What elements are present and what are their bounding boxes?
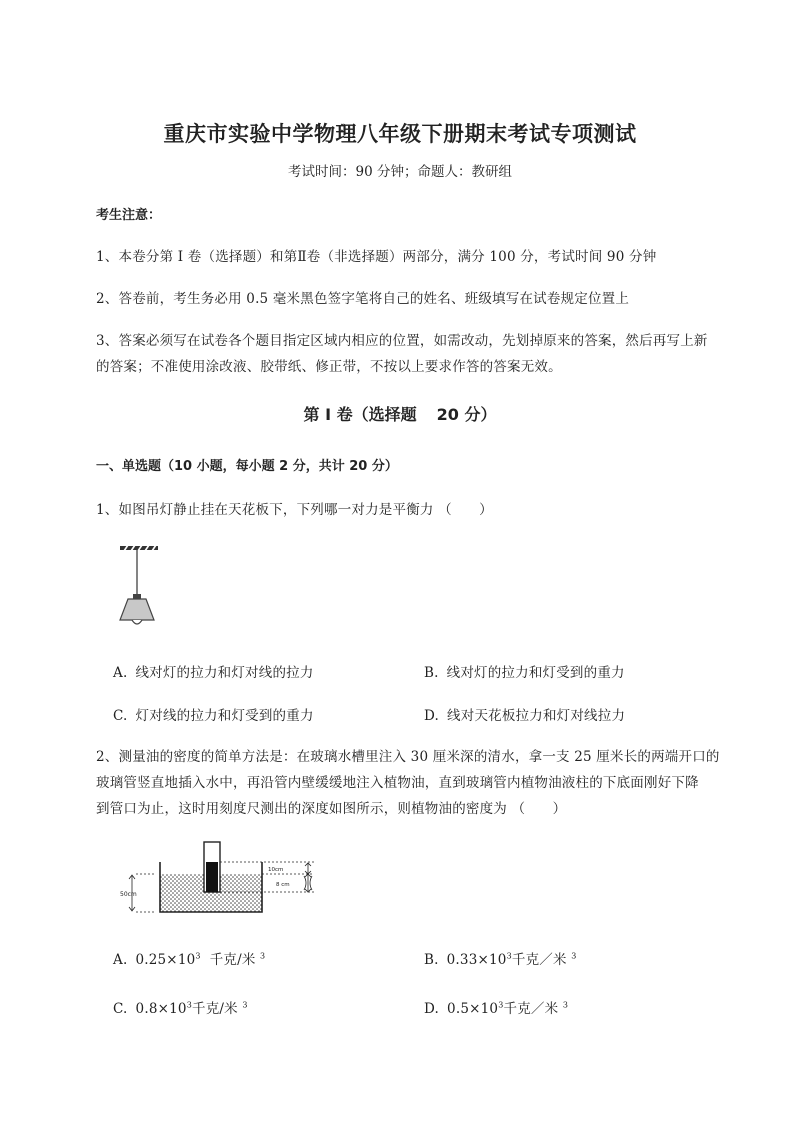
- option-value: 0.5×10: [447, 1001, 499, 1017]
- option-key: C.: [113, 708, 128, 724]
- option-unit-exp: 3: [571, 951, 577, 961]
- figure-label-left: 50cm: [120, 891, 137, 898]
- option-key: D.: [424, 708, 440, 724]
- option-unit-exp: 3: [242, 1000, 248, 1010]
- option-unit-exp: 3: [562, 1000, 569, 1010]
- q2-option-d[interactable]: [424, 997, 568, 1017]
- option-key: C.: [113, 1001, 128, 1017]
- q1-option-b[interactable]: [424, 661, 625, 681]
- option-value: 0.33×10: [446, 952, 507, 968]
- notice-item-3-cont: 的答案；不准使用涂改液、胶带纸、修正带，不按以上要求作答的答案无效。: [96, 359, 562, 375]
- option-text: 线对灯的拉力和灯对线的拉力: [135, 665, 314, 681]
- option-unit: 千克／米: [503, 1001, 559, 1017]
- question-2-stem-1: 2、测量油的密度的简单方法是：在玻璃水槽里注入 30 厘米深的清水，拿一支 25 厘米长的两端开口的: [96, 749, 720, 765]
- q2-option-c[interactable]: [113, 997, 248, 1017]
- option-key: B.: [424, 952, 439, 968]
- option-exp: 3: [195, 951, 201, 961]
- q2-option-b[interactable]: [424, 948, 576, 968]
- option-text: 线对天花板拉力和灯对线拉力: [447, 708, 626, 724]
- q1-option-a[interactable]: [113, 661, 314, 681]
- notice-item-2: 2、答卷前，考生务必用 0.5 毫米黑色签字笔将自己的姓名、班级填写在试卷规定位置上: [96, 291, 630, 307]
- question-1-stem: 1、如图吊灯静止挂在天花板下，下列哪一对力是平衡力 （ ）: [96, 502, 493, 518]
- figure-label-right-top: 10cm: [268, 867, 284, 873]
- notice-heading: 考生注意：: [96, 208, 162, 223]
- option-key: A.: [113, 665, 128, 681]
- hanging-lamp-figure: [110, 540, 170, 632]
- figure-label-right-mid: 8 cm: [276, 882, 290, 888]
- notice-item-3: 3、答案必须写在试卷各个题目指定区域内相应的位置，如需改动，先划掉原来的答案，然后再写上新: [96, 333, 708, 349]
- option-exp: 3: [506, 951, 512, 961]
- exam-meta: 考试时间：90 分钟；命题人：教研组: [288, 164, 512, 180]
- notice-item-1: 1、本卷分第 I 卷（选择题）和第Ⅱ卷（非选择题）两部分，满分 100 分，考试时间 90 分钟: [96, 249, 657, 265]
- option-exp: 3: [498, 1000, 504, 1010]
- option-unit: 千克/米: [209, 952, 256, 968]
- option-unit: 千克／米: [511, 952, 567, 968]
- question-2-stem-2: 玻璃管竖直地插入水中，再沿管内壁缓缓地注入植物油，直到玻璃管内植物油液柱的下底面刚好下降: [96, 775, 699, 791]
- section-title-text: 第 I 卷（选择题: [303, 405, 417, 424]
- option-value: 0.25×10: [135, 952, 196, 968]
- question-2-stem-3: 到管口为止，这时用刻度尺测出的深度如图所示，则植物油的密度为 （ ）: [96, 801, 567, 817]
- section-score: 20 分）: [436, 405, 497, 424]
- option-key: D.: [424, 1001, 440, 1017]
- option-exp: 3: [186, 1000, 193, 1010]
- oil-density-tank-figure: [118, 838, 330, 918]
- option-value: 0.8×10: [135, 1001, 187, 1017]
- q2-option-a[interactable]: [113, 948, 265, 968]
- group-heading: 一、单选题（10 小题，每小题 2 分，共计 20 分）: [96, 459, 398, 474]
- option-text: 灯对线的拉力和灯受到的重力: [135, 708, 314, 724]
- option-text: 线对灯的拉力和灯受到的重力: [446, 665, 625, 681]
- page-title: 重庆市实验中学物理八年级下册期末考试专项测试: [163, 122, 637, 146]
- option-unit-exp: 3: [260, 951, 266, 961]
- option-key: A.: [113, 952, 128, 968]
- option-key: B.: [424, 665, 439, 681]
- q1-option-c[interactable]: [113, 704, 314, 724]
- q1-option-d[interactable]: [424, 704, 625, 724]
- option-unit: 千克/米: [192, 1001, 238, 1017]
- section-title: [0, 402, 800, 425]
